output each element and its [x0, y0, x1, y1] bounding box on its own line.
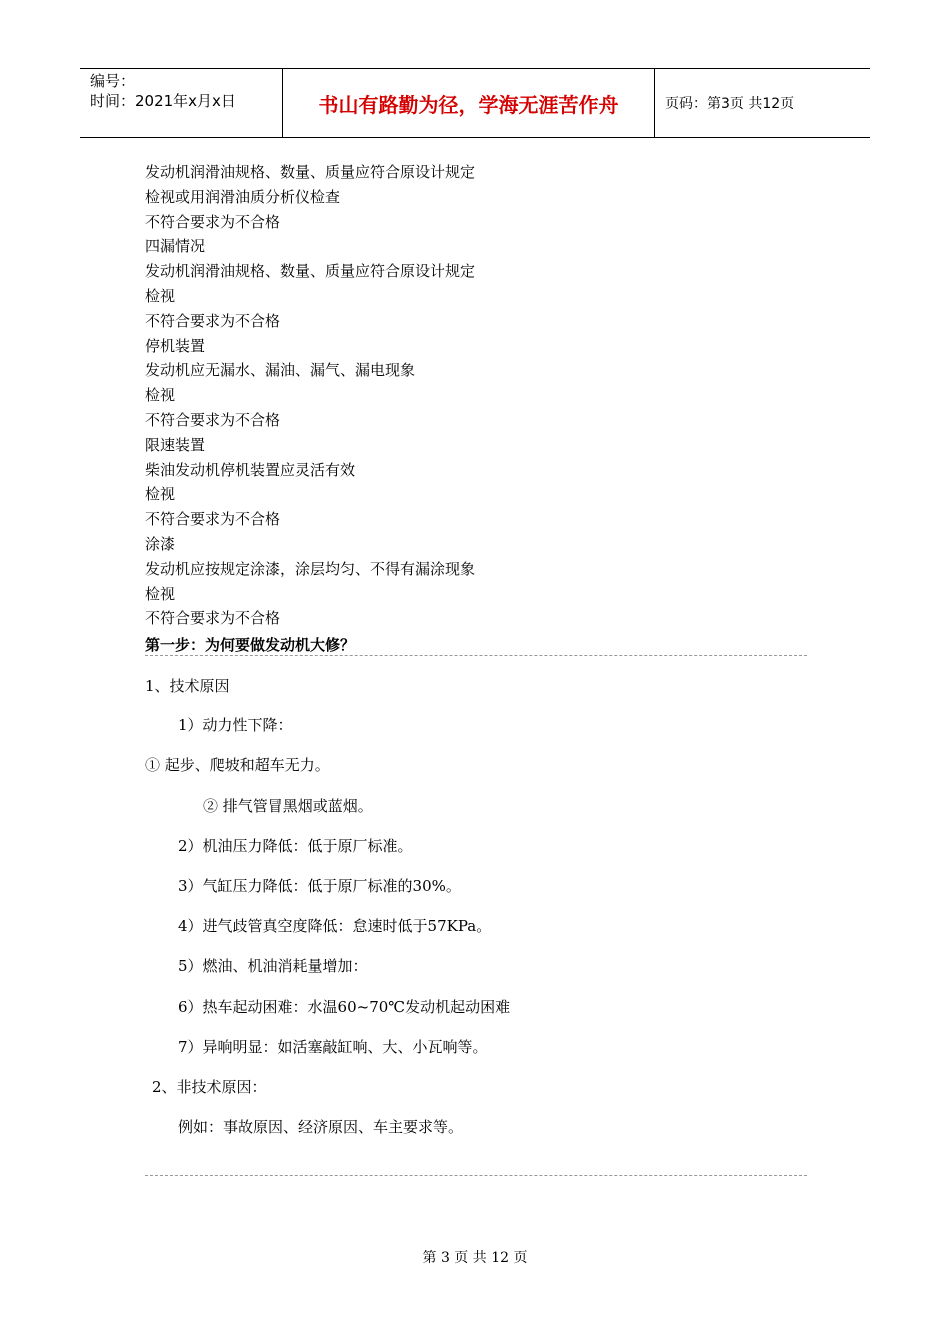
header-meta [80, 69, 282, 137]
document-number-label: 编号： [90, 72, 136, 90]
header-motto: 书山有路勤为径，学海无涯苦作舟 [282, 69, 655, 137]
text-line: 检视 [145, 584, 176, 603]
text-line: 不符合要求为不合格 [145, 311, 281, 330]
spec-lines [145, 160, 475, 631]
text-line: 四漏情况 [145, 237, 206, 256]
text-line: 检视或用润滑油质分析仪检查 [145, 187, 341, 206]
list-item: ② 排气管冒黑烟或蓝烟。 [203, 797, 373, 815]
text-line: 发动机润滑油规格、数量、质量应符合原设计规定 [145, 262, 476, 281]
text-line: 不符合要求为不合格 [145, 609, 281, 628]
text-line: 停机装置 [145, 336, 206, 355]
list-item: 1）动力性下降： [178, 716, 293, 734]
list-item: 5）燃油、机油消耗量增加： [178, 957, 368, 975]
text-line: 不符合要求为不合格 [145, 410, 281, 429]
list-item: 3）气缸压力降低：低于原厂标准的30%。 [178, 877, 461, 895]
section-technical-reasons: 1、技术原因 [145, 677, 230, 695]
list-item: 6）热车起动困难：水温60~70℃发动机起动困难 [178, 998, 511, 1016]
list-item: 7）异响明显：如活塞敲缸响、大、小瓦响等。 [178, 1038, 488, 1056]
list-item: 4）进气歧管真空度降低：怠速时低于57KPa。 [178, 917, 492, 935]
dashed-divider-bottom [145, 1175, 807, 1176]
dashed-divider-top [145, 655, 807, 656]
text-line: 检视 [145, 286, 176, 305]
text-line: 不符合要求为不合格 [145, 510, 281, 529]
document-date: 时间：2021年x月x日 [90, 92, 236, 110]
list-item: ① 起步、爬坡和超车无力。 [145, 756, 330, 774]
text-line: 限速装置 [145, 435, 206, 454]
header-page-info: 页码：第3页 共12页 [665, 96, 795, 112]
page-footer: 第 3 页 共 12 页 [422, 1250, 528, 1266]
section-title: 第一步：为何要做发动机大修？ [145, 636, 356, 654]
text-line: 检视 [145, 386, 176, 405]
text-line: 柴油发动机停机装置应灵活有效 [145, 460, 356, 479]
text-line: 涂漆 [145, 534, 176, 553]
text-line: 检视 [145, 485, 176, 504]
list-item: 2）机油压力降低：低于原厂标准。 [178, 837, 413, 855]
page-header [80, 68, 870, 138]
text-line: 发动机应无漏水、漏油、漏气、漏电现象 [145, 361, 416, 380]
section-non-technical-reasons: 2、非技术原因： [152, 1078, 267, 1096]
text-line: 发动机润滑油规格、数量、质量应符合原设计规定 [145, 163, 476, 181]
text-line: 不符合要求为不合格 [145, 212, 281, 231]
text-line: 发动机应按规定涂漆，涂层均匀、不得有漏涂现象 [145, 559, 476, 578]
list-item: 例如：事故原因、经济原因、车主要求等。 [178, 1118, 464, 1136]
